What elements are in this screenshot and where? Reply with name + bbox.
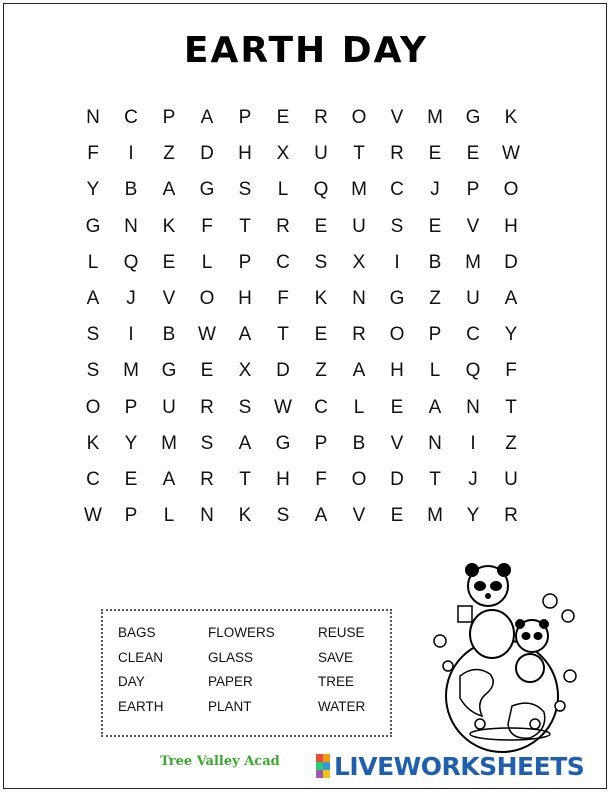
grid-letter: V: [162, 288, 176, 310]
grid-letter: D: [200, 143, 214, 165]
animal-eye-patch: [474, 581, 486, 591]
word-list-item: BAGS: [118, 625, 156, 640]
grid-letter: R: [200, 468, 214, 490]
grid-letter: E: [428, 143, 442, 165]
grid-letter: O: [351, 107, 367, 129]
grid-letter: H: [238, 143, 252, 165]
grid-letter: P: [162, 107, 176, 129]
grid-letter: O: [503, 179, 519, 201]
grid-letter: O: [85, 396, 101, 418]
grid-letter: E: [124, 468, 138, 490]
grid-letter: G: [275, 432, 291, 454]
grid-letter: E: [162, 251, 176, 273]
word-list-item: WATER: [318, 698, 366, 714]
grid-letter: S: [86, 360, 100, 382]
grid-letter: E: [314, 324, 328, 346]
grid-letter: M: [351, 179, 367, 201]
grid-letter: N: [124, 215, 138, 237]
grid-letter: R: [314, 107, 328, 129]
grid-letter: M: [427, 505, 443, 527]
grid-letter: O: [351, 468, 367, 490]
grid-letter: R: [352, 324, 366, 346]
grid-letter: M: [161, 432, 177, 454]
grid-letter: Y: [124, 432, 138, 454]
grid-letter: H: [390, 360, 404, 382]
grid-letter: I: [128, 143, 134, 165]
grid-letter: W: [198, 324, 216, 346]
grid-letter: A: [86, 288, 100, 310]
grid-letter: F: [201, 215, 213, 237]
grid-letter: A: [238, 432, 252, 454]
grid-letter: A: [162, 179, 176, 201]
letter-grid: [74, 100, 530, 534]
grid-letter: G: [465, 107, 481, 129]
grid-letter: C: [124, 107, 138, 129]
grid-letter: Y: [86, 179, 100, 201]
small-animal-body: [516, 654, 544, 682]
grid-letter: B: [124, 179, 138, 201]
word-list-item: CLEAN: [118, 649, 164, 665]
grid-letter: U: [466, 288, 480, 310]
grid-letter: S: [86, 324, 100, 346]
grid-letter: K: [504, 107, 518, 129]
grid-letter: L: [201, 251, 213, 273]
grid-letter: V: [390, 432, 404, 454]
grid-letter: T: [277, 324, 289, 346]
small-animal-ear: [515, 619, 525, 629]
grid-letter: D: [504, 251, 518, 273]
grid-letter: V: [352, 505, 366, 527]
grid-letter: U: [162, 396, 176, 418]
grid-letter: U: [314, 143, 328, 165]
grid-letter: L: [163, 505, 175, 527]
grid-letter: H: [276, 468, 290, 490]
grid-letter: E: [466, 143, 480, 165]
grid-letter: A: [314, 505, 328, 527]
grid-letter: M: [465, 251, 481, 273]
grid-letter: R: [390, 143, 404, 165]
grid-letter: Q: [123, 251, 139, 273]
grid-letter: D: [276, 360, 290, 382]
word-list-box: [101, 609, 392, 737]
grid-letter: L: [87, 251, 99, 273]
grid-letter: S: [314, 251, 328, 273]
grid-letter: G: [199, 179, 215, 201]
grid-letter: S: [238, 396, 252, 418]
grid-letter: N: [86, 107, 100, 129]
word-list-item: GLASS: [208, 649, 254, 665]
grid-letter: R: [276, 215, 290, 237]
word-list-item: FLOWERS: [208, 625, 275, 640]
grid-letter: C: [314, 396, 328, 418]
grid-letter: E: [314, 215, 328, 237]
liveworksheets-brand[interactable]: LIVEWORKSHEETS: [334, 752, 585, 781]
grid-letter: E: [276, 107, 290, 129]
grid-letter: J: [430, 179, 440, 201]
grid-letter: K: [86, 432, 100, 454]
grid-letter: Q: [465, 360, 481, 382]
grid-letter: N: [352, 288, 366, 310]
watering-can: [458, 606, 472, 622]
grid-letter: I: [394, 251, 400, 273]
grid-letter: Z: [505, 432, 517, 454]
grid-letter: I: [128, 324, 134, 346]
grid-letter: T: [429, 468, 441, 490]
animal-body: [470, 610, 514, 658]
grid-letter: J: [468, 468, 478, 490]
grid-letter: Y: [504, 324, 518, 346]
grid-letter: B: [428, 251, 442, 273]
word-list-item: REUSE: [318, 625, 365, 640]
grid-letter: P: [466, 179, 480, 201]
animal-nose: [485, 593, 491, 599]
grid-letter: P: [238, 107, 252, 129]
animal-ear: [465, 563, 479, 577]
grid-letter: K: [314, 288, 328, 310]
grid-letter: S: [200, 432, 214, 454]
grid-letter: C: [86, 468, 100, 490]
grid-letter: S: [238, 179, 252, 201]
grid-letter: Z: [163, 143, 175, 165]
grid-letter: E: [428, 215, 442, 237]
animal-eye-patch: [490, 581, 502, 591]
grid-letter: X: [238, 360, 252, 382]
grid-letter: T: [239, 468, 251, 490]
grid-letter: N: [428, 432, 442, 454]
grid-letter: Y: [466, 505, 480, 527]
grid-letter: P: [124, 396, 138, 418]
grid-letter: P: [428, 324, 442, 346]
grid-letter: U: [504, 468, 518, 490]
grid-letter: L: [353, 396, 365, 418]
grid-letter: E: [200, 360, 214, 382]
grid-letter: W: [274, 396, 292, 418]
grid-letter: A: [428, 396, 442, 418]
grid-letter: O: [199, 288, 215, 310]
grid-letter: C: [466, 324, 480, 346]
grid-letter: H: [504, 215, 518, 237]
grid-letter: A: [504, 288, 518, 310]
word-list-item: SAVE: [318, 649, 354, 665]
word-list-item: TREE: [318, 674, 355, 689]
grid-letter: P: [238, 251, 252, 273]
grid-letter: X: [352, 251, 366, 273]
grid-letter: B: [352, 432, 366, 454]
page-title: EARTH DAY: [183, 30, 429, 71]
animal-ear: [497, 563, 511, 577]
small-animal-eye-patch: [534, 632, 543, 640]
grid-letter: O: [389, 324, 405, 346]
grid-letter: A: [352, 360, 366, 382]
grid-letter: H: [238, 288, 252, 310]
grid-letter: K: [162, 215, 176, 237]
earth-animals-illustration: [420, 556, 600, 756]
grid-letter: L: [277, 179, 289, 201]
grid-letter: A: [238, 324, 252, 346]
grid-letter: W: [502, 143, 520, 165]
grid-letter: C: [390, 179, 404, 201]
grid-letter: Z: [315, 360, 327, 382]
grid-letter: A: [162, 468, 176, 490]
grid-letter: G: [161, 360, 177, 382]
grid-letter: P: [124, 505, 138, 527]
grid-letter: R: [200, 396, 214, 418]
small-animal-ear: [539, 619, 549, 629]
grid-letter: Z: [429, 288, 441, 310]
grid-letter: E: [390, 396, 404, 418]
grid-letter: F: [277, 288, 289, 310]
grid-letter: Q: [313, 179, 329, 201]
grid-letter: V: [466, 215, 480, 237]
grid-letter: S: [390, 215, 404, 237]
grid-letter: N: [466, 396, 480, 418]
grid-letter: P: [314, 432, 328, 454]
grid-letter: G: [85, 215, 101, 237]
grid-letter: F: [315, 468, 327, 490]
grid-letter: T: [505, 396, 517, 418]
word-list-item: DAY: [118, 674, 145, 689]
grid-letter: I: [470, 432, 476, 454]
grid-letter: T: [353, 143, 365, 165]
grid-letter: R: [504, 505, 518, 527]
footer: [0, 754, 612, 788]
grid-letter: C: [276, 251, 290, 273]
grid-letter: V: [390, 107, 404, 129]
grid-letter: U: [352, 215, 366, 237]
grid-letter: D: [390, 468, 404, 490]
grid-letter: L: [429, 360, 441, 382]
grid-letter: X: [276, 143, 290, 165]
grid-letter: N: [200, 505, 214, 527]
liveworksheets-logo-icon: [316, 754, 330, 778]
word-list-item: PAPER: [208, 674, 253, 689]
grid-letter: F: [505, 360, 517, 382]
grid-letter: W: [84, 505, 102, 527]
grid-letter: K: [238, 505, 252, 527]
grid-letter: M: [123, 360, 139, 382]
grid-letter: E: [390, 505, 404, 527]
grid-letter: J: [126, 288, 136, 310]
grid-letter: F: [87, 143, 99, 165]
word-list-item: PLANT: [208, 698, 252, 714]
grid-letter: B: [162, 324, 176, 346]
grid-letter: T: [239, 215, 251, 237]
grid-letter: A: [200, 107, 214, 129]
word-list-item: EARTH: [118, 698, 164, 714]
grid-letter: S: [276, 505, 290, 527]
grid-letter: M: [427, 107, 443, 129]
small-animal-eye-patch: [522, 632, 531, 640]
grid-letter: G: [389, 288, 405, 310]
school-name: Tree Valley Acad: [160, 754, 280, 769]
